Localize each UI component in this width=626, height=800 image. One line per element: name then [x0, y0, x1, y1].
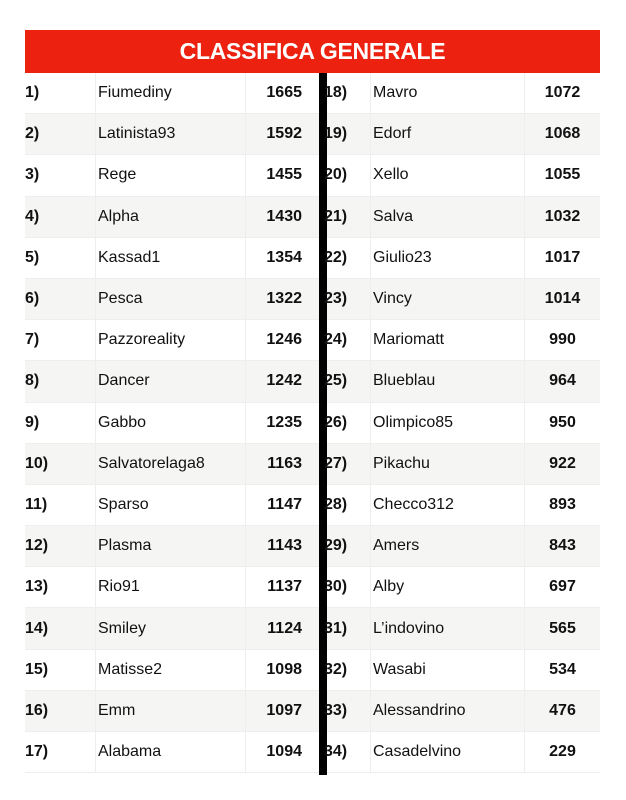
table-row	[25, 691, 320, 732]
rank-cell: 18)	[324, 73, 371, 113]
table-row	[25, 608, 320, 649]
table-row	[324, 403, 600, 444]
table-row	[324, 444, 600, 485]
table-row	[324, 691, 600, 732]
table-row	[25, 567, 320, 608]
score-cell: 229	[549, 743, 576, 761]
score-cell: 1072	[544, 84, 581, 102]
score-cell: 1098	[266, 660, 302, 678]
score-cell: 1068	[544, 125, 581, 143]
score-cell: 1455	[266, 166, 302, 184]
table-row	[25, 155, 320, 196]
table-row	[324, 320, 600, 361]
rank-cell: 28)	[324, 485, 371, 525]
rank-cell: 6)	[25, 279, 96, 319]
name-cell: Matisse2	[96, 650, 246, 690]
rank-cell: 25)	[324, 361, 371, 401]
table-row	[25, 114, 320, 155]
name-cell: Mariomatt	[371, 320, 525, 360]
table-row	[324, 279, 600, 320]
score-cell: 1430	[266, 207, 302, 225]
name-cell: Pikachu	[371, 444, 525, 484]
rank-cell: 14)	[25, 608, 96, 648]
score-cell: 1592	[266, 125, 302, 143]
rank-cell: 2)	[25, 114, 96, 154]
table-row	[25, 238, 320, 279]
table-row	[324, 650, 600, 691]
table-row	[324, 114, 600, 155]
rank-cell: 5)	[25, 238, 96, 278]
name-cell: Emm	[96, 691, 246, 731]
table-row	[25, 444, 320, 485]
name-cell: Xello	[371, 155, 525, 195]
rank-cell: 13)	[25, 567, 96, 607]
name-cell: Checco312	[371, 485, 525, 525]
table-row	[324, 155, 600, 196]
table-row	[324, 526, 600, 567]
name-cell: Mavro	[371, 73, 525, 113]
score-cell: 922	[549, 454, 576, 472]
name-cell: Dancer	[96, 361, 246, 401]
page-title: CLASSIFICA GENERALE	[25, 30, 600, 73]
score-cell: 1163	[267, 454, 302, 472]
score-cell: 565	[549, 619, 576, 637]
standings-right-column	[324, 73, 600, 773]
rank-cell: 27)	[324, 444, 371, 484]
rank-cell: 33)	[324, 691, 371, 731]
name-cell: Rio91	[96, 567, 246, 607]
rank-cell: 8)	[25, 361, 96, 401]
table-row	[25, 361, 320, 402]
table-row	[25, 403, 320, 444]
name-cell: Gabbo	[96, 403, 246, 443]
rank-cell: 19)	[324, 114, 371, 154]
table-row	[324, 485, 600, 526]
name-cell: Latinista93	[96, 114, 246, 154]
score-cell: 534	[549, 660, 576, 678]
score-cell: 964	[549, 372, 576, 390]
rank-cell: 21)	[324, 197, 371, 237]
name-cell: Rege	[96, 155, 246, 195]
score-cell: 843	[549, 537, 576, 555]
score-cell: 1143	[267, 537, 302, 555]
name-cell: Fiumediny	[96, 73, 246, 113]
name-cell: Blueblau	[371, 361, 525, 401]
rank-cell: 7)	[25, 320, 96, 360]
name-cell: Salvatorelaga8	[96, 444, 246, 484]
name-cell: Wasabi	[371, 650, 525, 690]
name-cell: L’indovino	[371, 608, 525, 648]
score-cell: 1235	[266, 413, 302, 431]
table-row	[25, 526, 320, 567]
score-cell: 893	[549, 495, 576, 513]
name-cell: Kassad1	[96, 238, 246, 278]
rank-cell: 9)	[25, 403, 96, 443]
score-cell: 697	[549, 578, 576, 596]
table-row	[25, 73, 320, 114]
rank-cell: 26)	[324, 403, 371, 443]
table-row	[25, 650, 320, 691]
score-cell: 1055	[544, 166, 581, 184]
rank-cell: 31)	[324, 608, 371, 648]
name-cell: Salva	[371, 197, 525, 237]
rank-cell: 22)	[324, 238, 371, 278]
table-row	[25, 732, 320, 773]
name-cell: Olimpico85	[371, 403, 525, 443]
score-cell: 1097	[266, 701, 302, 719]
score-cell: 1242	[266, 372, 302, 390]
table-row	[25, 320, 320, 361]
name-cell: Vincy	[371, 279, 525, 319]
score-cell: 1094	[266, 743, 302, 761]
rank-cell: 10)	[25, 444, 96, 484]
rank-cell: 16)	[25, 691, 96, 731]
name-cell: Alabama	[96, 732, 246, 772]
rank-cell: 23)	[324, 279, 371, 319]
rank-cell: 1)	[25, 73, 96, 113]
table-row	[324, 732, 600, 773]
table-row	[324, 197, 600, 238]
rank-cell: 12)	[25, 526, 96, 566]
rank-cell: 24)	[324, 320, 371, 360]
rank-cell: 15)	[25, 650, 96, 690]
name-cell: Casadelvino	[371, 732, 525, 772]
table-row	[324, 361, 600, 402]
name-cell: Sparso	[96, 485, 246, 525]
score-cell: 1032	[544, 207, 581, 225]
score-cell: 1137	[267, 578, 302, 596]
rank-cell: 3)	[25, 155, 96, 195]
name-cell: Edorf	[371, 114, 525, 154]
score-cell: 1246	[266, 331, 302, 349]
score-cell: 476	[549, 701, 576, 719]
name-cell: Alessandrino	[371, 691, 525, 731]
table-row	[25, 485, 320, 526]
score-cell: 1354	[266, 248, 302, 266]
name-cell: Pesca	[96, 279, 246, 319]
name-cell: Plasma	[96, 526, 246, 566]
score-cell: 1017	[544, 248, 581, 266]
score-cell: 950	[549, 413, 576, 431]
score-cell: 1665	[266, 84, 302, 102]
rank-cell: 32)	[324, 650, 371, 690]
name-cell: Giulio23	[371, 238, 525, 278]
table-row	[25, 197, 320, 238]
score-cell: 1322	[266, 290, 302, 308]
standings-left-column	[25, 73, 320, 773]
table-row	[324, 608, 600, 649]
name-cell: Smiley	[96, 608, 246, 648]
name-cell: Alby	[371, 567, 525, 607]
name-cell: Alpha	[96, 197, 246, 237]
rank-cell: 20)	[324, 155, 371, 195]
table-row	[25, 279, 320, 320]
table-row	[324, 238, 600, 279]
rank-cell: 17)	[25, 732, 96, 772]
rank-cell: 29)	[324, 526, 371, 566]
rank-cell: 11)	[25, 485, 96, 525]
score-cell: 1147	[267, 495, 302, 513]
score-cell: 1124	[267, 619, 302, 637]
table-row	[324, 73, 600, 114]
name-cell: Pazzoreality	[96, 320, 246, 360]
name-cell: Amers	[371, 526, 525, 566]
table-row	[324, 567, 600, 608]
rank-cell: 4)	[25, 197, 96, 237]
score-cell: 1014	[544, 290, 581, 308]
rank-cell: 30)	[324, 567, 371, 607]
score-cell: 990	[549, 331, 576, 349]
rank-cell: 34)	[324, 732, 371, 772]
